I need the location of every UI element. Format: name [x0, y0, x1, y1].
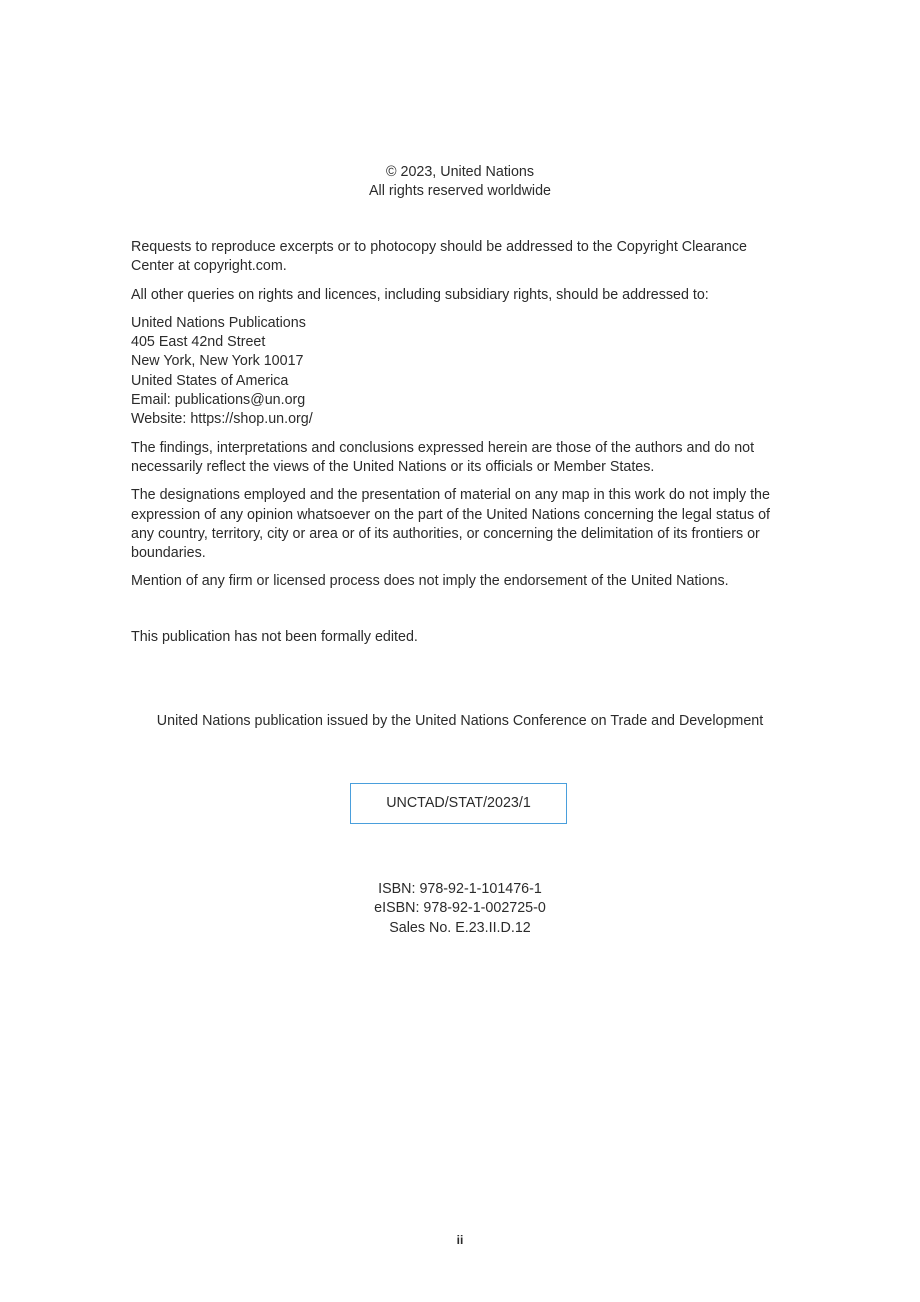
address-country: United States of America	[131, 372, 289, 389]
endorsement-disclaimer-paragraph: Mention of any firm or licensed process does not imply the endorsement of the United Nations.	[131, 573, 729, 590]
reproduce-requests-paragraph: Requests to reproduce excerpts or to photocopy should be addressed to the Copyright Clearance Center at copyright.com.	[131, 239, 747, 275]
document-symbol-box	[350, 783, 567, 824]
sales-number: Sales No. E.23.II.D.12	[389, 919, 531, 936]
address-org: United Nations Publications	[131, 314, 306, 331]
issued-by-statement: United Nations publication issued by the United Nations Conference on Trade and Development	[156, 713, 764, 729]
page-number: ii	[456, 1233, 464, 1247]
eisbn: eISBN: 978-92-1-002725-0	[374, 900, 546, 917]
copyright-line: © 2023, United Nations	[385, 164, 535, 180]
designations-disclaimer-paragraph: The designations employed and the presentation of material on any map in this work do not imply the expression of any opinion whatsoever on the part of the United Nations concerning the legal status of any country, territory, city or area or of its authorities, or concerning the delimitation of its frontiers or boundaries.	[131, 487, 770, 562]
address-website: Website: https://shop.un.org/	[131, 411, 313, 428]
other-queries-paragraph: All other queries on rights and licences, including subsidiary rights, should be addressed to:	[131, 286, 709, 303]
not-edited-note: This publication has not been formally edited.	[131, 629, 418, 645]
publisher-address	[131, 314, 781, 430]
copyright-block	[0, 163, 920, 202]
address-street: 405 East 42nd Street	[131, 334, 266, 351]
isbn: ISBN: 978-92-1-101476-1	[378, 881, 542, 897]
rights-reserved-line: All rights reserved worldwide	[369, 183, 551, 200]
findings-disclaimer-paragraph: The findings, interpretations and conclusions expressed herein are those of the authors and do not necessarily reflect the views of the United Nations or its officials or Member States.	[131, 439, 755, 475]
rights-body	[131, 238, 781, 601]
address-email: Email: publications@un.org	[131, 392, 306, 409]
identifiers-block	[0, 880, 920, 938]
address-city: New York, New York 10017	[131, 353, 304, 370]
document-symbol: UNCTAD/STAT/2023/1	[386, 794, 531, 811]
